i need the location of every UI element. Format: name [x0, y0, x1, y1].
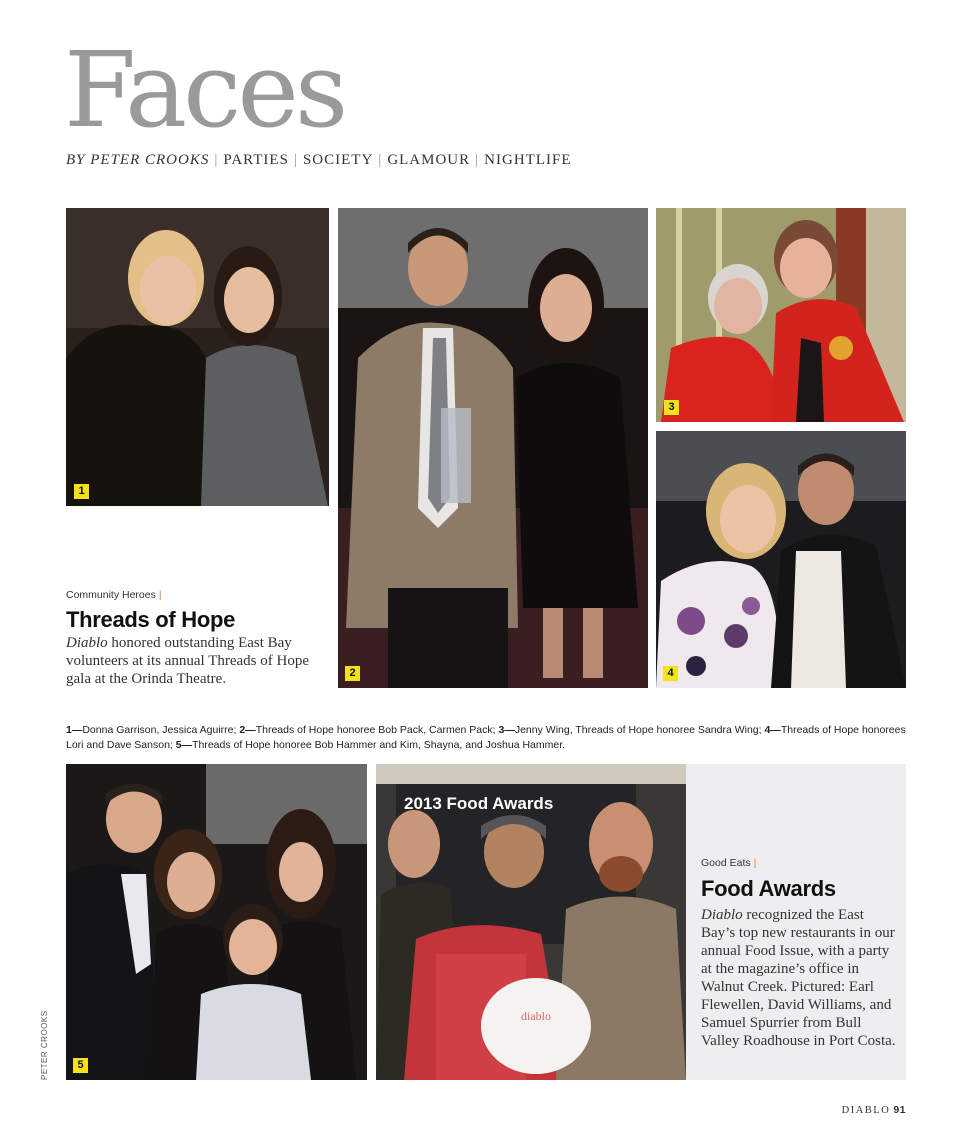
section-glamour: GLAMOUR	[387, 152, 471, 168]
caption-number: 2—	[239, 724, 256, 736]
photo-credit: PETER CROOKS	[40, 1010, 49, 1080]
photo-food-awards	[376, 764, 686, 1080]
separator: |	[214, 152, 219, 168]
photo-number-badge: 1	[74, 484, 89, 499]
story-kicker	[66, 589, 328, 601]
separator: |	[378, 152, 383, 168]
story-food-awards-panel	[686, 764, 906, 1080]
story-body	[66, 634, 328, 688]
photo-number-badge: 2	[345, 666, 360, 681]
section-parties: PARTIES	[223, 152, 289, 168]
page-number: 91	[893, 1104, 906, 1116]
photo-number-badge: 3	[664, 400, 679, 415]
caption-text: Donna Garrison, Jessica Aguirre;	[82, 724, 240, 736]
caption-text: Jenny Wing, Threads of Hope honoree Sandra Wing;	[514, 724, 765, 736]
story-kicker	[701, 857, 896, 869]
photo-1	[66, 208, 329, 506]
page-title: Faces	[64, 29, 345, 151]
photo-5	[66, 764, 367, 1080]
kicker-label: Community Heroes	[66, 589, 156, 601]
photo-number-badge: 5	[73, 1058, 88, 1073]
photo-3	[656, 208, 906, 422]
byline	[66, 152, 572, 169]
banner-text: 2013 Food Awards	[404, 794, 554, 813]
photo-captions	[66, 723, 906, 753]
caption-text: Threads of Hope honorees Lori and Dave Sanson;	[66, 724, 906, 751]
kicker-label: Good Eats	[701, 857, 751, 869]
magazine-name: Diablo	[66, 635, 108, 651]
kicker-bar: |	[158, 589, 162, 601]
caption-number: 1—	[66, 724, 83, 736]
kicker-bar: |	[753, 857, 757, 869]
magazine-name: DIABLO	[841, 1105, 891, 1116]
caption-number: 3—	[498, 724, 515, 736]
caption-text: Threads of Hope honoree Bob Hammer and Kim, Shayna, and Joshua Hammer.	[192, 739, 566, 751]
photo-number-badge: 4	[663, 666, 678, 681]
story-threads-of-hope	[66, 589, 328, 688]
story-headline: Threads of Hope	[66, 607, 236, 632]
photo-2	[338, 208, 648, 688]
folio	[842, 1104, 906, 1116]
story-body	[701, 906, 896, 1050]
caption-number: 4—	[764, 724, 781, 736]
magazine-name: Diablo	[701, 907, 743, 923]
author-byline: BY PETER CROOKS	[66, 152, 210, 168]
section-society: SOCIETY	[302, 152, 374, 168]
story-body-text: recognized the East Bay’s top new restaurants in our annual Food Issue, with a party at the magazine’s office in Walnut Creek. Pictured: Earl Flewellen, David Williams, and Samuel Spurrier from Bull Valley Roadhouse in Port Costa.	[701, 907, 896, 1049]
plate-text: diablo	[521, 1009, 551, 1023]
caption-number: 5—	[175, 739, 193, 751]
photo-4	[656, 431, 906, 688]
caption-text: Threads of Hope honoree Bob Pack, Carmen Pack;	[255, 724, 499, 736]
separator: |	[293, 152, 298, 168]
section-nightlife: NIGHTLIFE	[484, 152, 572, 168]
story-food-awards	[701, 857, 896, 1050]
story-headline: Food Awards	[701, 876, 836, 901]
separator: |	[475, 152, 480, 168]
story-body-text: honored outstanding East Bay volunteers at its annual Threads of Hope gala at the Orinda Theatre.	[66, 635, 309, 687]
